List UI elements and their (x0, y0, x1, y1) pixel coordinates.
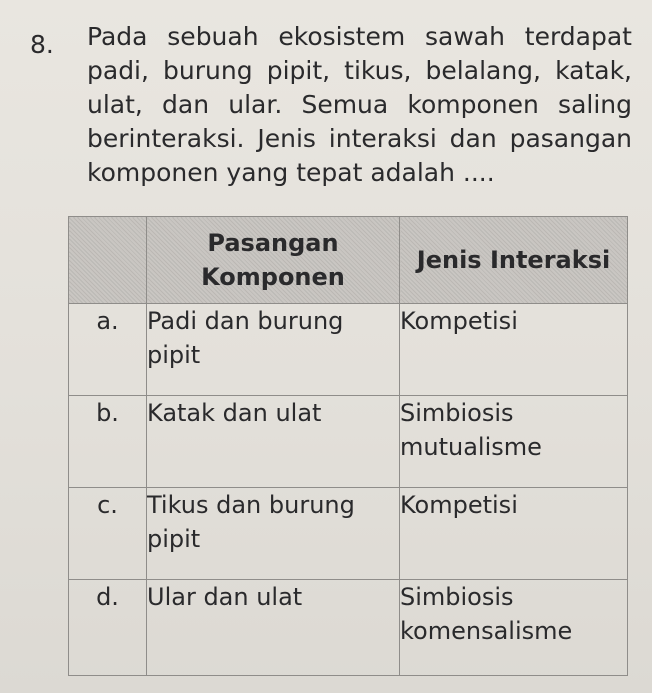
option-pair: Padi dan burung pipit (147, 304, 400, 396)
option-row-b (69, 396, 628, 488)
option-pair: Tikus dan burung pipit (147, 488, 400, 580)
option-type: Simbiosis mutualisme (400, 396, 628, 488)
question-text: Pada sebuah ekosistem sawah terdapat padi, burung pipit, tikus, belalang, katak, ulat, dan ular. Semua komponen saling berinteraksi. Jenis interaksi dan pasangan komponen yang tepat adalah .... (87, 22, 632, 187)
answer-options-table (68, 216, 628, 676)
option-type: Kompetisi (400, 488, 628, 580)
header-pair: Pasangan Komponen (147, 217, 400, 304)
header-interaction-type: Jenis Interaksi (400, 217, 628, 304)
option-row-d (69, 580, 628, 676)
option-row-c (69, 488, 628, 580)
option-pair: Katak dan ulat (147, 396, 400, 488)
option-letter: a. (69, 304, 147, 396)
table-header-row (69, 217, 628, 304)
question-number: 8. (30, 30, 54, 59)
option-type: Simbiosis komensalisme (400, 580, 628, 676)
option-row-a (69, 304, 628, 396)
option-letter: c. (69, 488, 147, 580)
option-letter: b. (69, 396, 147, 488)
option-type: Kompetisi (400, 304, 628, 396)
option-letter: d. (69, 580, 147, 676)
option-pair: Ular dan ulat (147, 580, 400, 676)
header-letter-cell (69, 217, 147, 304)
